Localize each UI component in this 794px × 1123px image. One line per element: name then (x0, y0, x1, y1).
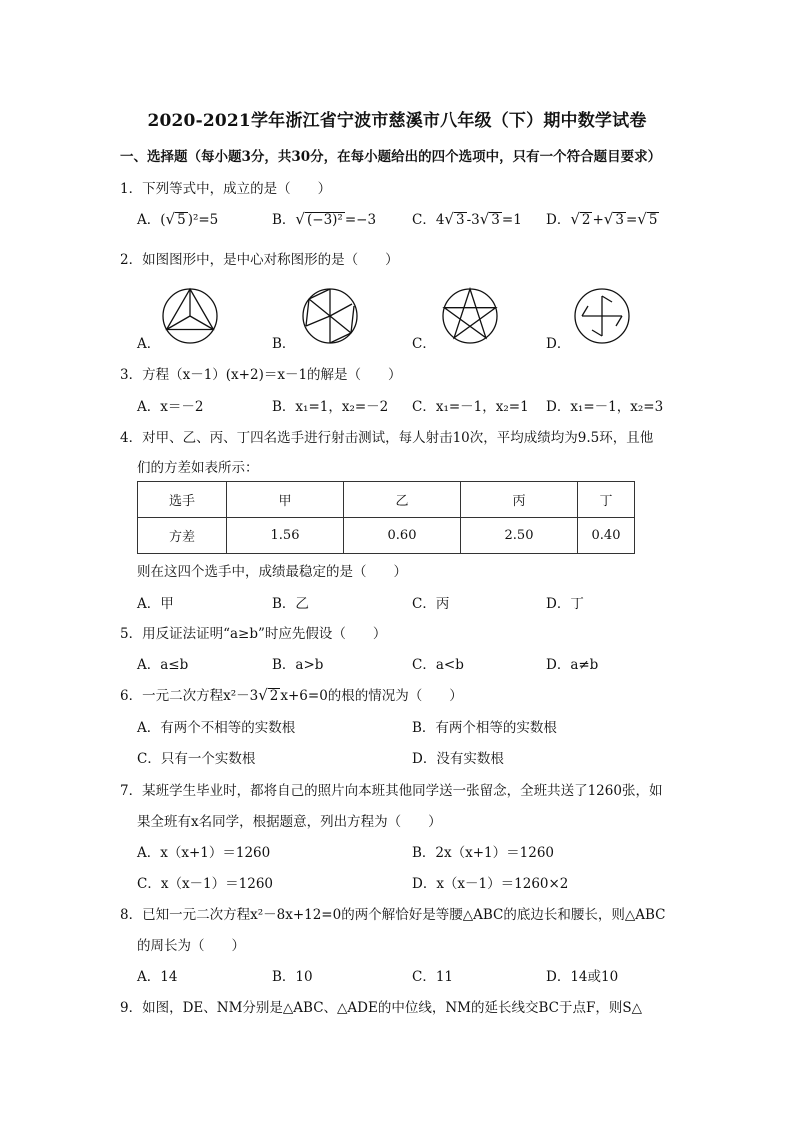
q2-option-a: A． (137, 336, 161, 352)
table-header-cell: 丁 (578, 482, 635, 518)
q1-option-b: B．√ (−3)² =−3 (272, 210, 377, 228)
page-title: 2020-2021学年浙江省宁波市慈溪市八年级（下）期中数学试卷 (147, 111, 647, 131)
table-cell: 0.40 (578, 518, 635, 554)
table-header-cell: 选手 (138, 482, 227, 518)
q5-option-b: B．a>b (272, 657, 324, 673)
q2-option-b: B． (272, 336, 296, 352)
q5-option-c: C．a<b (412, 657, 464, 673)
question-6-stem: 6．一元二次方程x²－3√ 2 x+6=0的根的情况为（ ） (120, 686, 463, 704)
q7-option-c: C．x（x－1）＝1260 (137, 876, 274, 892)
figure-c-star-icon (440, 286, 500, 346)
table-header-cell: 丙 (461, 482, 578, 518)
q6-option-b: B．有两个相等的实数根 (412, 720, 557, 736)
q5-option-a: A．a≤b (137, 657, 189, 673)
figure-d-swastika-icon (572, 286, 632, 346)
q6-option-a: A．有两个不相等的实数根 (137, 720, 296, 736)
q8-option-a: A．14 (137, 969, 178, 985)
figure-a-triangle-icon (160, 286, 220, 346)
q8-option-d: D．14或10 (546, 969, 619, 985)
question-4-stem-line2: 们的方差如表所示： (137, 460, 259, 476)
question-1-stem: 1．下列等式中，成立的是（ ） (120, 181, 332, 197)
question-2-stem: 2．如图图形中，是中心对称图形的是（ ） (120, 252, 399, 268)
q1-option-d: D．√ 2 +√ 3 =√ 5 (546, 210, 658, 228)
q2-option-c: C． (412, 336, 436, 352)
q1-option-a: A．(√ 5 )²=5 (137, 210, 219, 228)
q3-option-a: A．x＝－2 (137, 399, 204, 415)
q7-option-b: B．2x（x+1）＝1260 (412, 845, 554, 861)
q8-option-b: B．10 (272, 969, 313, 985)
q2-option-d: D． (546, 336, 571, 352)
question-8-stem-line2: 的周长为（ ） (137, 938, 245, 954)
q4-option-d: D．丁 (546, 596, 584, 612)
table-cell: 方差 (138, 518, 227, 554)
question-7-stem-line1: 7．某班学生毕业时，都将自己的照片向本班其他同学送一张留念，全班共送了1260张，如 (120, 783, 663, 799)
q3-option-d: D．x₁=－1，x₂=3 (546, 399, 664, 415)
q4-option-a: A．甲 (137, 596, 174, 612)
q6-option-d: D．没有实数根 (412, 751, 504, 767)
q8-option-c: C．11 (412, 969, 454, 985)
q1-option-c: C．4√ 3 -3√ 3 =1 (412, 210, 522, 228)
table-cell: 0.60 (344, 518, 461, 554)
q3-option-b: B．x₁=1，x₂=－2 (272, 399, 389, 415)
question-3-stem: 3．方程（x－1）(x+2)＝x－1的解是（ ） (120, 367, 402, 383)
q7-option-a: A．x（x+1）＝1260 (137, 845, 271, 861)
q6-option-c: C．只有一个实数根 (137, 751, 256, 767)
figure-b-pinwheel-icon (300, 286, 360, 346)
question-7-stem-line2: 果全班有x名同学，根据题意，列出方程为（ ） (137, 814, 442, 830)
question-4-stem-line1: 4．对甲、乙、丙、丁四名选手进行射击测试，每人射击10次，平均成绩均为9.5环，且他 (120, 430, 654, 446)
q3-option-c: C．x₁=－1，x₂=1 (412, 399, 529, 415)
table-header-cell: 甲 (227, 482, 344, 518)
table-header-cell: 乙 (344, 482, 461, 518)
table-cell: 2.50 (461, 518, 578, 554)
question-5-stem: 5．用反证法证明“a≥b”时应先假设（ ） (120, 626, 387, 642)
question-8-stem-line1: 8．已知一元二次方程x²－8x+12=0的两个解恰好是等腰△ABC的底边长和腰长，则△ABC (120, 907, 666, 923)
q4-option-c: C．丙 (412, 596, 450, 612)
question-9-stem: 9．如图，DE、NM分别是△ABC、△ADE的中位线，NM的延长线交BC于点F，则S△ (120, 1000, 642, 1016)
table-cell: 1.56 (227, 518, 344, 554)
q7-option-d: D．x（x－1）＝1260×2 (412, 876, 569, 892)
question-4-followup: 则在这四个选手中，成绩最稳定的是（ ） (137, 564, 407, 580)
q4-option-b: B．乙 (272, 596, 309, 612)
q5-option-d: D．a≠b (546, 657, 599, 673)
section-heading: 一、选择题（每小题3分，共30分，在每小题给出的四个选项中，只有一个符合题目要求） (120, 149, 662, 165)
variance-table (137, 481, 635, 554)
